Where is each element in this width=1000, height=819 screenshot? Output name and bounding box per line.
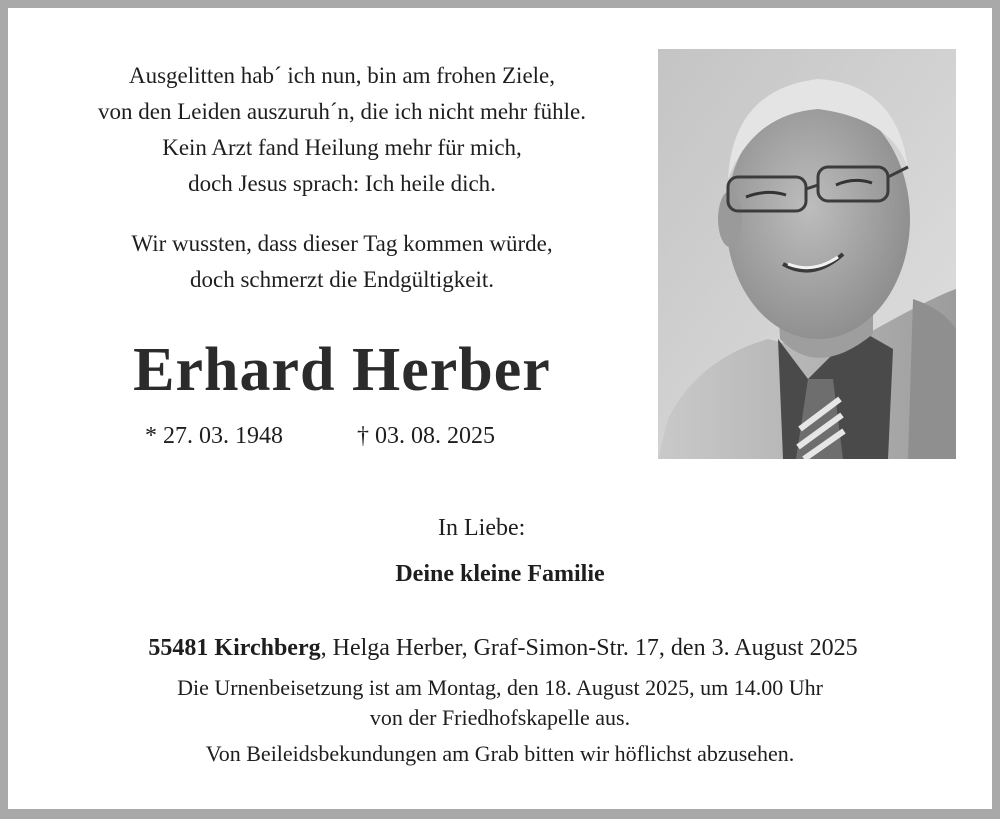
birth-date: * 27. 03. 1948 [145, 423, 283, 449]
poem-line: Ausgelitten hab´ ich nun, bin am frohen Ziele, [128, 63, 556, 88]
poem-line: Wir wussten, dass dieser Tag kommen würde, [131, 231, 553, 256]
family-signature: Deine kleine Familie [395, 561, 605, 587]
stanza-gap [20, 202, 664, 226]
poem-line: Kein Arzt fand Heilung mehr für mich, [162, 135, 522, 160]
address-place: 55481 Kirchberg [148, 635, 321, 661]
funeral-info-line-1: Die Urnenbeisetzung ist am Montag, den 18. August 2025, um 14.00 Uhr [177, 675, 823, 700]
condolence-note: Von Beileidsbekundungen am Grab bitten wir höflichst abzusehen. [205, 741, 795, 766]
address-rest: , Helga Herber, Graf-Simon-Str. 17, den 3. August 2025 [320, 635, 858, 661]
poem-line: doch Jesus sprach: Ich heile dich. [188, 171, 496, 196]
address-line [8, 630, 998, 666]
poem-line: von den Leiden auszuruh´n, die ich nicht mehr fühle. [98, 99, 586, 124]
funeral-info-line-2: von der Friedhofskapelle aus. [369, 705, 631, 730]
poem-line: doch schmerzt die Endgültigkeit. [189, 267, 495, 292]
portrait-photo [658, 49, 956, 459]
deceased-name: Erhard Herber [133, 336, 551, 404]
poem [20, 58, 664, 298]
death-date: † 03. 08. 2025 [357, 423, 495, 449]
obituary-card [8, 8, 992, 809]
in-love-label: In Liebe: [438, 515, 526, 541]
portrait-photo-drawing [658, 49, 956, 459]
